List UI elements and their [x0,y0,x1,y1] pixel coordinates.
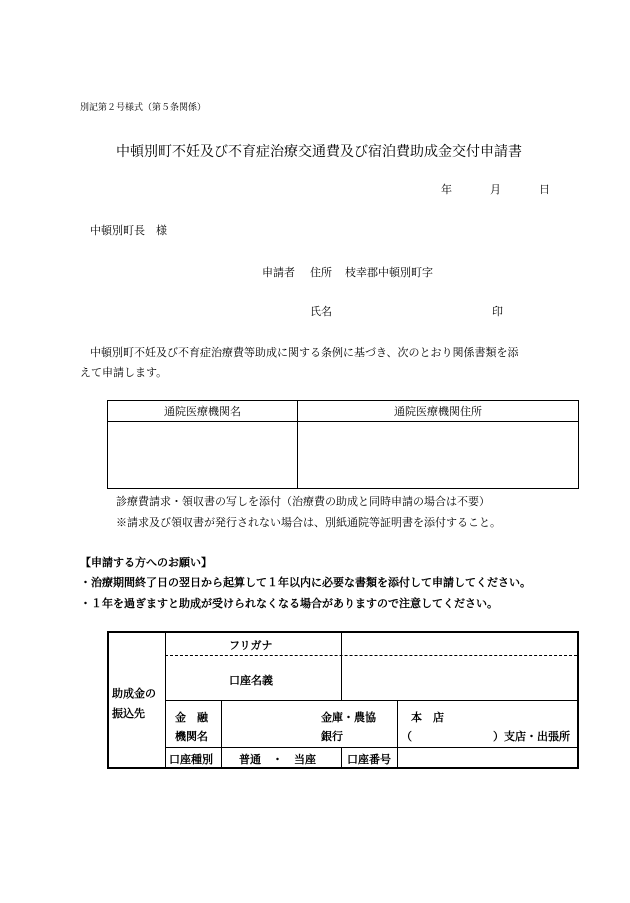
note-certificate: ※請求及び領収書が発行されない場合は、別紙通院等証明書を添付すること。 [116,516,501,529]
account-type-label: 口座種別 [169,753,213,766]
address-label: 住所 [310,266,332,279]
furigana-label: フリガナ [229,639,273,652]
furigana-field[interactable] [342,633,577,655]
name-label: 氏名 [310,305,332,318]
institution-table [107,400,579,489]
page-title: 中頓別町不妊及び不育症治療交通費及び宿泊費助成金交付申請書 [116,144,522,160]
institution-address-cell[interactable] [298,422,579,489]
account-number-label: 口座番号 [347,753,391,766]
institution-address-header: 通院医療機関住所 [298,401,579,422]
account-type-options[interactable]: 普通 ・ 当座 [239,753,316,766]
financial-institution-label-1: 金 融 [175,711,208,724]
financial-institution-label-2: 機関名 [175,730,208,743]
branch-main-office: 本 店 [411,711,444,724]
body-text-line1: 中頓別町不妊及び不育症治療費等助成に関する条例に基づき、次のとおり関係書類を添 [90,346,519,359]
note-receipt: 診療費請求・領収書の写しを添付（治療費の助成と同時申請の場合は不要） [116,495,490,508]
bank-transfer-table [107,631,579,769]
body-text-line2: えて申請します。 [80,366,168,379]
institution-name-header: 通院医療機関名 [108,401,298,422]
request-item-2: ・１年を過ぎますと助成が受けられなくなる場合がありますので注意してください。 [80,597,498,610]
branch-open-paren: （ [401,730,412,743]
institution-type-shinkin: 金庫・農協 [321,711,376,724]
institution-name-cell[interactable] [108,422,298,489]
addressee: 中頓別町長 様 [90,224,167,237]
account-number-field[interactable] [398,748,577,767]
date-month: 月 [490,183,501,196]
date-day: 日 [539,183,550,196]
institution-type-bank: 銀行 [321,730,343,743]
date-year: 年 [441,183,452,196]
account-name-field[interactable] [342,656,577,700]
branch-suffix: ）支店・出張所 [493,730,570,743]
address-value: 枝幸郡中頓別町字 [345,266,433,279]
bank-section-label-1: 助成金の [112,687,156,700]
account-name-label: 口座名義 [229,674,273,687]
request-item-1: ・治療期間終了日の翌日から起算して１年以内に必要な書類を添付して申請してください。 [80,576,531,589]
seal-mark: 印 [492,305,503,318]
request-heading: 【申請する方へのお願い】 [80,556,212,569]
bank-section-label-2: 振込先 [112,707,145,720]
applicant-label: 申請者 [262,266,295,279]
form-number: 別記第２号様式（第５条関係） [80,103,207,113]
